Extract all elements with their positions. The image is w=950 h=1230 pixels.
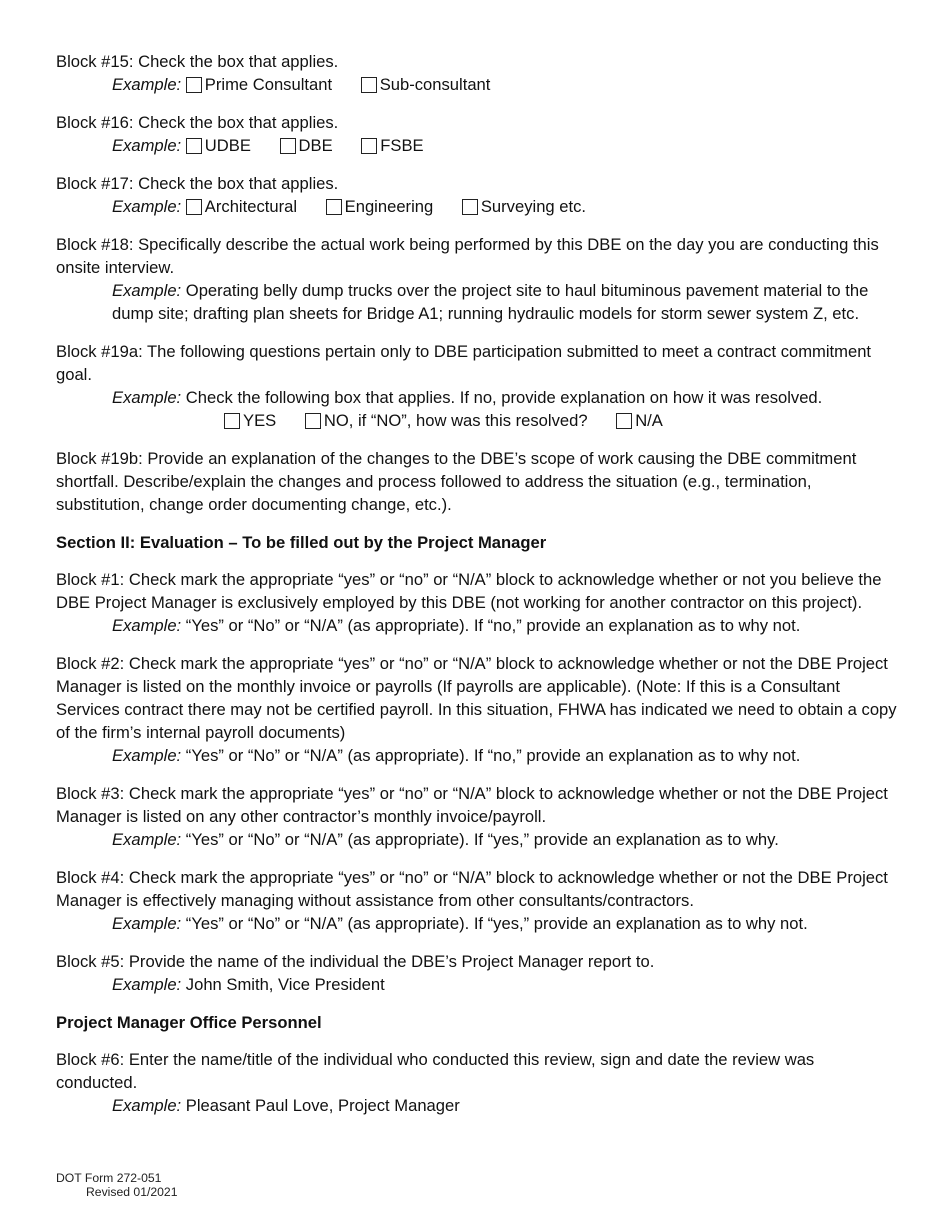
block-16-example — [56, 134, 898, 157]
example-label: Example: — [112, 388, 182, 407]
block-19b — [56, 447, 898, 516]
example-text: “Yes” or “No” or “N/A” (as appropriate). If “no,” provide an explanation as to why not. — [185, 616, 801, 635]
example-label: Example: — [112, 197, 182, 216]
block-17 — [56, 172, 898, 218]
block-15-text: Block #15: Check the box that applies. — [56, 52, 339, 71]
block-19a-example — [56, 386, 898, 409]
option-fsbe — [361, 134, 423, 157]
section-2-block-1-example — [56, 614, 898, 637]
section-2-block-6-example — [56, 1094, 898, 1117]
example-label: Example: — [112, 914, 182, 933]
checkbox-icon — [186, 138, 202, 154]
example-text: “Yes” or “No” or “N/A” (as appropriate). If “yes,” provide an explanation as to why not. — [185, 914, 808, 933]
block-19b-text: Block #19b: Provide an explanation of the changes to the DBE’s scope of work causing the DBE commitment shortfall. Describe/explain the changes and process followed to address the situation (e.g., termination, substitution, change order documenting change, etc.). — [56, 449, 857, 514]
section-2-block-6 — [56, 1048, 898, 1117]
example-label: Example: — [112, 830, 182, 849]
option-no — [305, 409, 588, 432]
block-18-example-text: Operating belly dump trucks over the project site to haul bituminous pavement material to the dump site; drafting plan sheets for Bridge A1; running hydraulic models for storm sewer system Z, etc. — [112, 281, 869, 323]
checkbox-icon — [361, 138, 377, 154]
option-label: Architectural — [204, 197, 298, 216]
option-prime-consultant — [186, 73, 332, 96]
option-label: Prime Consultant — [204, 75, 333, 94]
option-udbe — [186, 134, 251, 157]
block-19a-example-text: Check the following box that applies. If no, provide explanation on how it was resolved. — [185, 388, 823, 407]
option-label: YES — [243, 411, 277, 430]
example-label: Example: — [112, 616, 182, 635]
section-2-block-1-text: Block #1: Check mark the appropriate “yes” or “no” or “N/A” block to acknowledge whether or not you believe the DBE Project Manager is exclusively employed by this DBE (not working for another contractor on this project). — [56, 570, 882, 612]
checkbox-icon — [326, 199, 342, 215]
checkbox-icon — [186, 199, 202, 215]
checkbox-icon — [462, 199, 478, 215]
example-text: Pleasant Paul Love, Project Manager — [185, 1096, 460, 1115]
option-label: N/A — [635, 411, 663, 430]
section-2-block-5-example — [56, 973, 898, 996]
block-19a-options — [56, 409, 898, 432]
pm-office-heading: Project Manager Office Personnel — [56, 1013, 322, 1032]
checkbox-icon — [305, 413, 321, 429]
option-dbe — [280, 134, 333, 157]
block-16 — [56, 111, 898, 157]
block-19a — [56, 340, 898, 432]
section-2-block-4-text: Block #4: Check mark the appropriate “yes” or “no” or “N/A” block to acknowledge whether or not the DBE Project Manager is effectively managing without assistance from other consultants/contractors. — [56, 868, 888, 910]
checkbox-icon — [224, 413, 240, 429]
section-2-block-4-example — [56, 912, 898, 935]
block-18 — [56, 233, 898, 325]
checkbox-icon — [616, 413, 632, 429]
block-16-text: Block #16: Check the box that applies. — [56, 113, 339, 132]
option-label: Surveying etc. — [480, 197, 587, 216]
section-2-block-2 — [56, 652, 898, 767]
block-17-example — [56, 195, 898, 218]
option-engineering — [326, 195, 434, 218]
option-sub-consultant — [361, 73, 491, 96]
section-2-block-3 — [56, 782, 898, 851]
option-yes — [224, 409, 276, 432]
example-label: Example: — [112, 136, 182, 155]
example-label: Example: — [112, 281, 182, 300]
section-2-block-2-example — [56, 744, 898, 767]
option-label: DBE — [298, 136, 333, 155]
checkbox-icon — [186, 77, 202, 93]
example-label: Example: — [112, 75, 182, 94]
option-surveying — [462, 195, 586, 218]
option-architectural — [186, 195, 297, 218]
block-19a-text: Block #19a: The following questions pertain only to DBE participation submitted to meet a contract commitment goal. — [56, 342, 872, 384]
block-15 — [56, 50, 898, 96]
block-17-text: Block #17: Check the box that applies. — [56, 174, 339, 193]
form-number: DOT Form 272-051 — [56, 1171, 162, 1185]
form-footer — [56, 1171, 177, 1199]
option-label: Sub-consultant — [379, 75, 491, 94]
section-2-block-5 — [56, 950, 898, 996]
section-2-block-4 — [56, 866, 898, 935]
section-2-heading: Section II: Evaluation – To be filled out by the Project Manager — [56, 533, 547, 552]
example-text: John Smith, Vice President — [185, 975, 385, 994]
instructions-page — [56, 50, 898, 1132]
section-2-block-3-text: Block #3: Check mark the appropriate “yes” or “no” or “N/A” block to acknowledge whether or not the DBE Project Manager is listed on any other contractor’s monthly invoice/payroll. — [56, 784, 888, 826]
option-label: FSBE — [380, 136, 424, 155]
option-label: NO, if “NO”, how was this resolved? — [323, 411, 588, 430]
section-2-block-3-example — [56, 828, 898, 851]
example-label: Example: — [112, 975, 182, 994]
revision-date: Revised 01/2021 — [86, 1185, 178, 1199]
checkbox-icon — [280, 138, 296, 154]
section-2-block-1 — [56, 568, 898, 637]
block-15-example — [56, 73, 898, 96]
example-label: Example: — [112, 746, 182, 765]
option-label: Engineering — [344, 197, 434, 216]
checkbox-icon — [361, 77, 377, 93]
example-text: “Yes” or “No” or “N/A” (as appropriate). If “no,” provide an explanation as to why not. — [185, 746, 801, 765]
section-2-block-5-text: Block #5: Provide the name of the individual the DBE’s Project Manager report to. — [56, 952, 655, 971]
example-text: “Yes” or “No” or “N/A” (as appropriate). If “yes,” provide an explanation as to why. — [185, 830, 779, 849]
section-2-block-6-text: Block #6: Enter the name/title of the individual who conducted this review, sign and date the review was conducted. — [56, 1050, 815, 1092]
section-2-block-2-text: Block #2: Check mark the appropriate “yes” or “no” or “N/A” block to acknowledge whether or not the DBE Project Manager is listed on the monthly invoice or payrolls (If payrolls are applicable). (Note: If this is a Consultant Services contract there may not be certified payroll. In this situation, FHWA has indicated we need to obtain a copy of the firm’s internal payroll documents) — [56, 654, 897, 742]
option-na — [616, 409, 663, 432]
block-18-text: Block #18: Specifically describe the actual work being performed by this DBE on the day you are conducting this onsite interview. — [56, 235, 879, 277]
option-label: UDBE — [204, 136, 251, 155]
example-label: Example: — [112, 1096, 182, 1115]
block-18-example — [56, 279, 898, 325]
